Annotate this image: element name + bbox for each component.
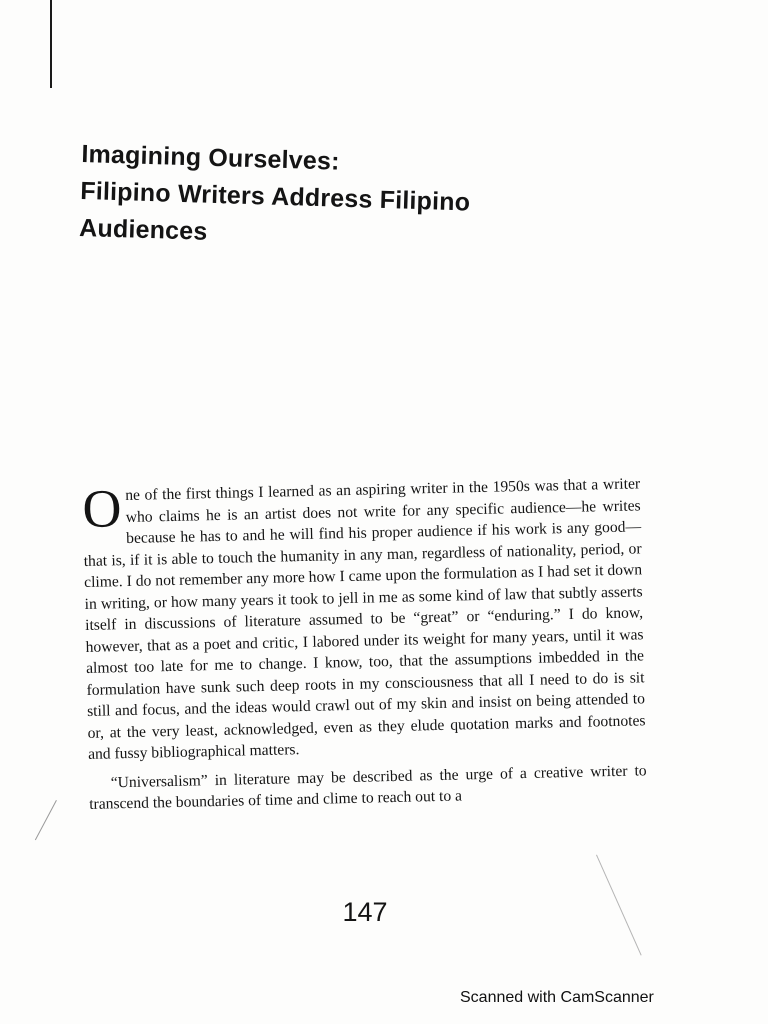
scan-mark (35, 800, 57, 840)
chapter-title-line-3: Audiences (78, 213, 208, 246)
chapter-title (79, 136, 602, 262)
drop-cap: O (81, 478, 123, 539)
scanner-watermark: Scanned with CamScanner (460, 989, 654, 1006)
paragraph-1-text: ne of the first things I learned as an aspiring writer in the 1950s was that a writer who claims he is an artist does not write for any specific audience—he writes because he has to and he will find his proper audience if his work is any good—that is, if it is able to touch the humanity in any man, regardless of nationality, period, or clime. I do not remember any more how I came upon the formulation as I had set it down in writing, or how many years it took to jell in me as some kind of law that subtly asserts itself in discussions of literature assumed to be “great” or “enduring.” I do know, however, that as a poet and critic, I labored under its weight for many years, until it was almost too late for me to change. I know, too, that the assumptions imbedded in the formulation have sunk such deep roots in my consciousness that all I need to do is sit still and focus, and the ideas would crawl out of my skin and insist on being attended to or, at the very least, acknowledged, even as they elude quotation marks and footnotes and fussy bibliographical matters. (83, 475, 646, 763)
paragraph-2-text: “Universalism” in literature may be described as the urge of a creative writer to transcend the boundaries of time and clime to reach out to a (89, 761, 647, 813)
page-number: 147 (342, 897, 388, 927)
body-text (82, 473, 647, 815)
chapter-title-line-1: Imagining Ourselves: (81, 139, 341, 176)
page-edge-shadow (50, 0, 52, 88)
paragraph-1 (82, 473, 646, 765)
paragraph-2 (88, 760, 647, 816)
chapter-title-line-2: Filipino Writers Address Filipino (79, 176, 471, 217)
scan-mark (596, 855, 642, 956)
